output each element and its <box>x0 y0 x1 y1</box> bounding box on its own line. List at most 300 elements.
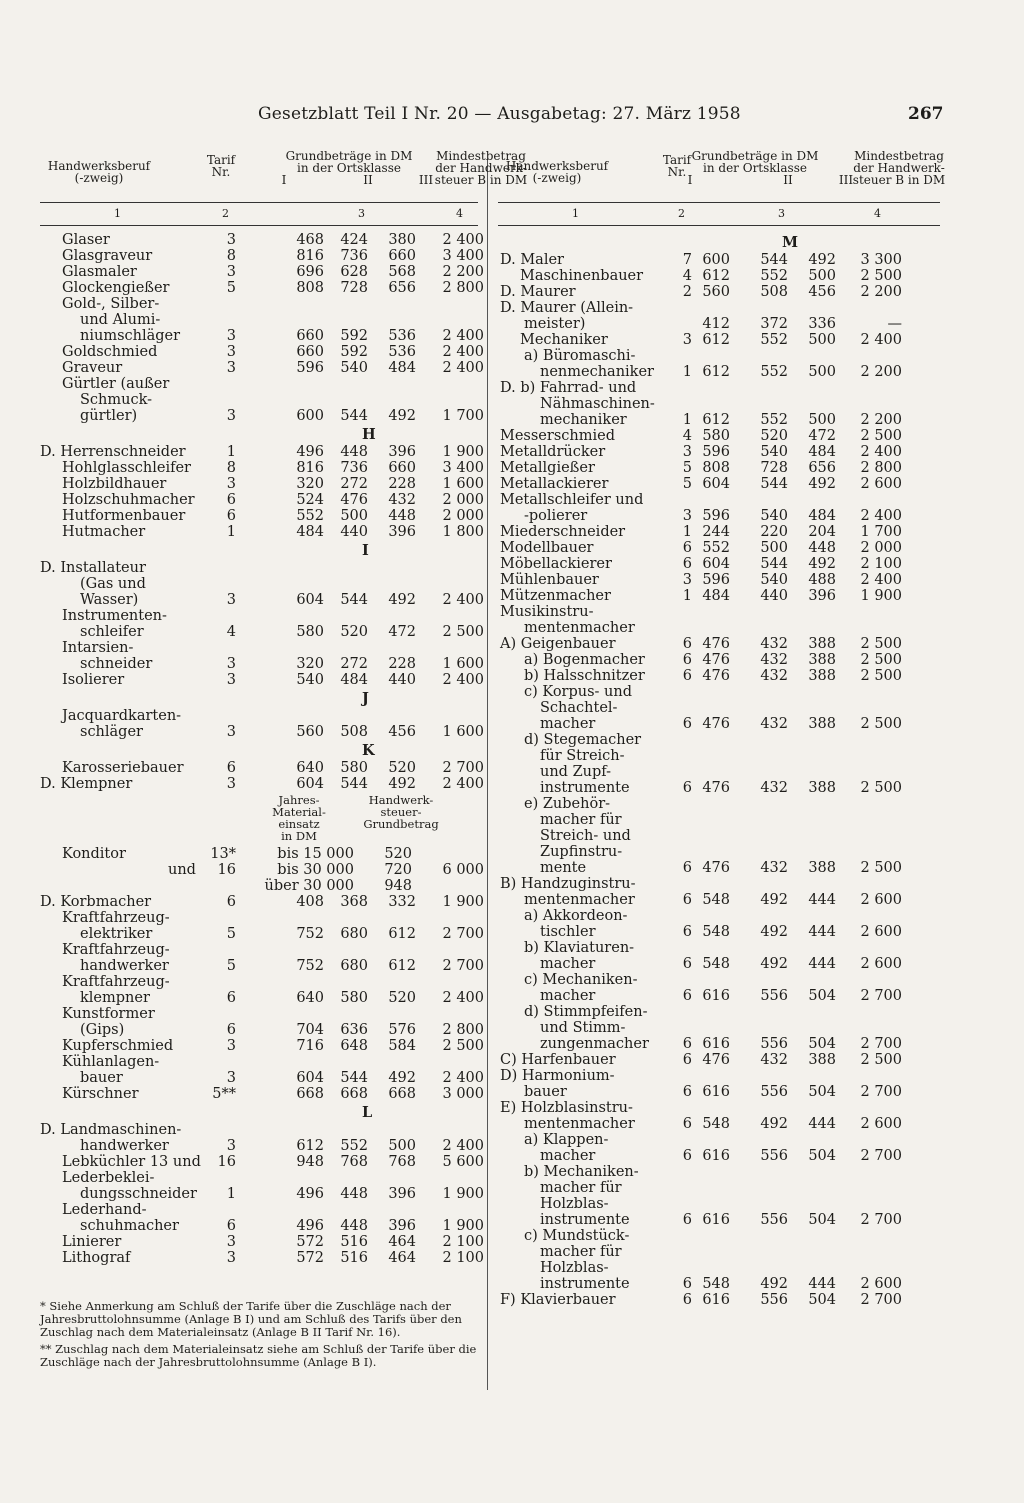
trade-name: A) Geigenbauer <box>500 636 616 652</box>
trade-name: Kraftfahrzeug- <box>62 910 170 926</box>
table-row <box>498 604 940 620</box>
trade-name: mentenmacher <box>524 620 635 636</box>
trade-name: F) Klavierbauer <box>500 1292 616 1308</box>
amount-class-1: 476 <box>702 652 730 668</box>
trade-name: Kraftfahrzeug- <box>62 974 170 990</box>
tarif-number: 6 <box>226 508 236 524</box>
minimum-tax: 2 200 <box>860 412 902 428</box>
trade-name: Messerschmied <box>500 428 615 444</box>
amount-class-2: 432 <box>760 668 788 684</box>
amount-class-3: 336 <box>808 316 836 332</box>
table-row <box>498 460 940 476</box>
table-row <box>40 910 478 926</box>
amount-class-3: 576 <box>388 1022 416 1038</box>
tarif-number: 3 <box>682 332 692 348</box>
minimum-tax: 2 400 <box>860 332 902 348</box>
minimum-tax: 2 000 <box>860 540 902 556</box>
table-row <box>40 958 484 974</box>
table-row <box>40 776 484 792</box>
amount-class-3: 388 <box>808 636 836 652</box>
amount-class-2: 728 <box>760 460 788 476</box>
amount-class-2: 520 <box>760 428 788 444</box>
amount-class-3: 500 <box>808 332 836 348</box>
table-row <box>40 1250 484 1266</box>
trade-name: schleifer <box>80 624 144 640</box>
minimum-tax: 2 500 <box>860 652 902 668</box>
amount-class-1: 668 <box>296 1086 324 1102</box>
table-row <box>498 1148 940 1164</box>
subheader <box>40 792 478 846</box>
section-letter <box>40 740 478 760</box>
tarif-number: 6 <box>226 894 236 910</box>
amount-class-2: 592 <box>340 344 368 360</box>
minimum-tax: 2 500 <box>860 668 902 684</box>
header-cell: Grundbeträge in DM in der Ortsklasse <box>285 149 413 175</box>
trade-name: zungenmacher <box>540 1036 649 1052</box>
column-number: 2 <box>222 207 229 220</box>
amount-class-2: 440 <box>760 588 788 604</box>
table-row <box>498 956 940 972</box>
amount-class-1: 572 <box>296 1234 324 1250</box>
trade-name: meister) <box>524 316 586 332</box>
amount-class-3: 520 <box>388 760 416 776</box>
trade-name: b) Klaviaturen- <box>524 940 635 956</box>
table-row <box>498 364 940 380</box>
trade-name: Glasgraveur <box>62 248 153 264</box>
trade-name: Modellbauer <box>500 540 594 556</box>
amount-class-1: 612 <box>702 268 730 284</box>
amount-class-1: 560 <box>702 284 730 300</box>
footnote: * Siehe Anmerkung am Schluß der Tarife über die Zuschläge nach der Jahresbruttolohnsumme (Anlage B I) und am Schluß des Tarifs über den Zuschlag nach dem Materialeinsatz (Anlage B II Tarif Nr. 16). <box>40 1299 462 1339</box>
amount-class-2: 544 <box>340 592 368 608</box>
amount-class-1: 484 <box>702 588 730 604</box>
minimum-tax: 2 700 <box>860 1084 902 1100</box>
trade-name: mechaniker <box>540 412 627 428</box>
tarif-number: 2 <box>682 284 692 300</box>
tarif-number: 3 <box>226 1070 236 1086</box>
table-row <box>40 942 478 958</box>
minimum-tax: 2 700 <box>860 1212 902 1228</box>
table-row <box>498 1020 940 1036</box>
amount-class-3: 500 <box>808 364 836 380</box>
table-row <box>498 668 940 684</box>
section-letter-text: M <box>782 234 799 251</box>
amount-class-3: 444 <box>808 1276 836 1292</box>
tarif-number: 1 <box>682 524 692 540</box>
tarif-number: 5 <box>226 926 236 942</box>
trade-name: und <box>168 862 196 878</box>
section-letter <box>40 424 478 444</box>
minimum-tax: 3 000 <box>442 1086 484 1102</box>
minimum-tax: 2 600 <box>860 1116 902 1132</box>
minimum-tax: 2 400 <box>442 776 484 792</box>
amount-class-1: 660 <box>296 328 324 344</box>
tarif-number: 6 <box>226 990 236 1006</box>
tarif-number: 6 <box>682 892 692 908</box>
amount-class-1: 808 <box>702 460 730 476</box>
amount-class-1: 496 <box>296 1218 324 1234</box>
minimum-tax: 2 400 <box>442 990 484 1006</box>
table-row <box>498 1132 940 1148</box>
amount-class-2: 580 <box>340 760 368 776</box>
table-row <box>498 892 940 908</box>
amount-class-3: 388 <box>808 668 836 684</box>
amount-class-3: 584 <box>388 1038 416 1054</box>
table-row <box>498 1196 940 1212</box>
table-row <box>498 316 940 332</box>
table-row <box>498 732 940 748</box>
amount-class-3: 488 <box>808 572 836 588</box>
table-row <box>498 1116 940 1132</box>
tarif-number: 3 <box>226 328 236 344</box>
trade-name: c) Mechaniken- <box>524 972 638 988</box>
table-row <box>40 408 484 424</box>
amount-class-3: 396 <box>388 1218 416 1234</box>
table-row <box>498 396 940 412</box>
table-row <box>40 990 484 1006</box>
minimum-tax: 2 600 <box>860 924 902 940</box>
tarif-number: 3 <box>226 408 236 424</box>
tarif-number: 6 <box>682 1148 692 1164</box>
table-row <box>40 1006 478 1022</box>
table-row <box>40 724 484 740</box>
table-row <box>498 348 940 364</box>
amount-class-2: 432 <box>760 652 788 668</box>
column-number: 3 <box>778 207 785 220</box>
amount-class-2: 492 <box>760 956 788 972</box>
amount-class-2: 736 <box>340 460 368 476</box>
table-row <box>498 1164 940 1180</box>
amount-class-1: 548 <box>702 924 730 940</box>
amount-class-1: 596 <box>296 360 324 376</box>
minimum-tax: 2 400 <box>442 328 484 344</box>
amount-class-2: 516 <box>340 1234 368 1250</box>
amount-class-3: 396 <box>808 588 836 604</box>
table-row <box>498 476 940 492</box>
amount-class-2: 448 <box>340 444 368 460</box>
header-cell: I <box>687 173 693 187</box>
tarif-number: 6 <box>682 1116 692 1132</box>
table-row <box>40 1218 484 1234</box>
trade-name: D. Klempner <box>40 776 133 792</box>
amount-class-2: 500 <box>340 508 368 524</box>
amount-class-3: 388 <box>808 1052 836 1068</box>
section-letter-text: H <box>362 426 376 443</box>
amount-class-3: 492 <box>808 252 836 268</box>
trade-name: D. b) Fahrrad- und <box>500 380 637 396</box>
footnote: ** Zuschlag nach dem Materialeinsatz siehe am Schluß der Tarife über die Zuschläge nach der Jahresbruttolohnsumme (Anlage B I). <box>40 1342 477 1369</box>
table-row <box>498 764 940 780</box>
tarif-number: 3 <box>226 656 236 672</box>
tarif-number: 6 <box>682 1276 692 1292</box>
table-row <box>498 1084 940 1100</box>
table-row <box>498 380 940 396</box>
amount-class-2: 556 <box>760 1084 788 1100</box>
amount-class-1: 816 <box>296 248 324 264</box>
amount-class-1: 640 <box>296 760 324 776</box>
table-row <box>40 476 484 492</box>
minimum-tax: 2 700 <box>860 1292 902 1308</box>
tarif-number: 5 <box>682 476 692 492</box>
amount-class-3: 504 <box>808 1148 836 1164</box>
grundbetrag: 948 <box>384 878 412 894</box>
trade-name: Intarsien- <box>62 640 134 656</box>
amount-class-1: 596 <box>702 508 730 524</box>
amount-class-2: 540 <box>760 508 788 524</box>
tarif-number: 6 <box>682 1084 692 1100</box>
amount-class-1: 752 <box>296 958 324 974</box>
table-row <box>40 1122 478 1138</box>
table-row <box>40 328 484 344</box>
table-header <box>498 149 946 202</box>
amount-class-1: 320 <box>296 656 324 672</box>
section-letter <box>40 688 478 708</box>
tarif-number: 3 <box>226 592 236 608</box>
amount-class-3: 448 <box>388 508 416 524</box>
tarif-number: 4 <box>682 268 692 284</box>
amount-class-1: 476 <box>702 668 730 684</box>
amount-class-1: 476 <box>702 780 730 796</box>
amount-class-3: 504 <box>808 1084 836 1100</box>
minimum-tax: 3 400 <box>442 248 484 264</box>
tarif-number: 1 <box>226 1186 236 1202</box>
amount-class-1: 604 <box>702 476 730 492</box>
table-row <box>40 656 484 672</box>
amount-class-2: 648 <box>340 1038 368 1054</box>
header-cell: Mindestbetrag der Handwerk- steuer B in DM <box>852 149 946 187</box>
amount-class-2: 736 <box>340 248 368 264</box>
amount-class-3: 444 <box>808 1116 836 1132</box>
table-row <box>40 360 484 376</box>
trade-name: c) Mundstück- <box>524 1228 630 1244</box>
subheader-material: Jahres- Material- einsatz in DM <box>272 793 326 843</box>
trade-name: handwerker <box>80 958 169 974</box>
tarif-number: 5 <box>226 958 236 974</box>
amount-class-1: 716 <box>296 1038 324 1054</box>
table-row <box>498 1212 940 1228</box>
trade-name: gürtler) <box>80 408 138 424</box>
amount-class-3: 612 <box>388 958 416 974</box>
table-row <box>498 684 940 700</box>
trade-name: D. Installateur <box>40 560 146 576</box>
trade-name: mente <box>540 860 587 876</box>
trade-name: instrumente <box>540 1276 630 1292</box>
minimum-tax: 1 600 <box>442 476 484 492</box>
trade-name: Glockengießer <box>62 280 170 296</box>
trade-name: bauer <box>524 1084 567 1100</box>
amount-class-3: 456 <box>808 284 836 300</box>
header-numbers <box>40 202 478 226</box>
trade-name: und Stimm- <box>540 1020 626 1036</box>
tarif-number: 4 <box>226 624 236 640</box>
column-number: 4 <box>456 207 463 220</box>
amount-class-3: 228 <box>388 476 416 492</box>
minimum-tax: 2 600 <box>860 476 902 492</box>
amount-class-2: 768 <box>340 1154 368 1170</box>
amount-class-2: 372 <box>760 316 788 332</box>
table-row <box>498 748 940 764</box>
table-row <box>498 1292 940 1308</box>
minimum-tax: 1 800 <box>442 524 484 540</box>
section-letter-text: I <box>362 542 369 559</box>
tarif-number: 3 <box>226 1250 236 1266</box>
amount-class-2: 552 <box>760 364 788 380</box>
amount-class-3: 456 <box>388 724 416 740</box>
tarif-number: 1 <box>682 412 692 428</box>
trade-name: Konditor <box>62 846 126 862</box>
section-letter-text: J <box>362 690 369 707</box>
trade-name: D. Maurer <box>500 284 576 300</box>
trade-name: mentenmacher <box>524 1116 635 1132</box>
amount-class-1: 604 <box>702 556 730 572</box>
table-row <box>498 636 940 652</box>
table-row <box>40 846 478 862</box>
trade-name: (Gips) <box>80 1022 125 1038</box>
trade-name: dungsschneider <box>80 1186 197 1202</box>
trade-name: nenmechaniker <box>540 364 654 380</box>
minimum-tax: 2 400 <box>442 232 484 248</box>
minimum-tax: 2 500 <box>860 860 902 876</box>
trade-name: b) Mechaniken- <box>524 1164 639 1180</box>
trade-name: d) Stimmpfeifen- <box>524 1004 648 1020</box>
minimum-tax: 2 400 <box>442 360 484 376</box>
tarif-number: 1 <box>226 444 236 460</box>
tarif-number: 6 <box>226 1022 236 1038</box>
column-number: 3 <box>358 207 365 220</box>
minimum-tax: 2 700 <box>442 926 484 942</box>
trade-name: klempner <box>80 990 150 1006</box>
trade-name: Wasser) <box>80 592 139 608</box>
table-row <box>40 1154 484 1170</box>
minimum-tax: 1 600 <box>442 724 484 740</box>
amount-class-1: 640 <box>296 990 324 1006</box>
table-row <box>498 428 940 444</box>
table-row <box>498 332 940 348</box>
trade-name: instrumente <box>540 780 630 796</box>
trade-name: Hutmacher <box>62 524 146 540</box>
tarif-number: 6 <box>682 636 692 652</box>
amount-class-2: 544 <box>760 252 788 268</box>
minimum-tax: 2 700 <box>442 958 484 974</box>
table-row <box>498 972 940 988</box>
trade-name: macher <box>540 988 596 1004</box>
table-row <box>40 1054 478 1070</box>
amount-class-1: 560 <box>296 724 324 740</box>
trade-name: E) Holzblasinstru- <box>500 1100 633 1116</box>
header-cell: Tarif Nr. <box>206 153 236 179</box>
table-row <box>498 812 940 828</box>
table-row <box>40 640 478 656</box>
tarif-number: 4 <box>682 428 692 444</box>
table-row <box>40 1170 478 1186</box>
table-row <box>40 248 484 264</box>
trade-name: D. Landmaschinen- <box>40 1122 182 1138</box>
amount-class-2: 544 <box>760 476 788 492</box>
amount-class-1: 752 <box>296 926 324 942</box>
table-row <box>40 608 478 624</box>
table-row <box>498 588 940 604</box>
amount-class-3: 536 <box>388 344 416 360</box>
minimum-tax: 1 900 <box>442 1218 484 1234</box>
table-row <box>498 508 940 524</box>
amount-class-3: 656 <box>388 280 416 296</box>
table-row <box>40 280 484 296</box>
trade-name: Hutformenbauer <box>62 508 186 524</box>
amount-class-3: 492 <box>388 1070 416 1086</box>
amount-class-2: 476 <box>340 492 368 508</box>
table-row <box>40 524 484 540</box>
trade-name: Nähmaschinen- <box>540 396 655 412</box>
table-row <box>498 844 940 860</box>
tarif-number: 3 <box>226 360 236 376</box>
tarif-number: 3 <box>226 1038 236 1054</box>
amount-class-3: 668 <box>388 1086 416 1102</box>
tarif-number: 6 <box>682 652 692 668</box>
section-letter-text: K <box>362 742 375 759</box>
minimum-tax: 2 500 <box>860 780 902 796</box>
amount-class-1: 660 <box>296 344 324 360</box>
trade-name: und Zupf- <box>540 764 612 780</box>
amount-class-2: 500 <box>760 540 788 556</box>
amount-class-1: 476 <box>702 860 730 876</box>
minimum-tax: 1 700 <box>442 408 484 424</box>
table-row <box>498 524 940 540</box>
header-title: Gesetzblatt Teil I Nr. 20 — Ausgabetag: 27. März 1958 <box>258 104 741 124</box>
amount-class-3: 396 <box>388 1186 416 1202</box>
trade-name: macher <box>540 1148 596 1164</box>
table-row <box>498 700 940 716</box>
table-row <box>498 540 940 556</box>
amount-class-2: 636 <box>340 1022 368 1038</box>
trade-name: Isolierer <box>62 672 125 688</box>
minimum-tax: 2 600 <box>860 956 902 972</box>
amount-class-1: 320 <box>296 476 324 492</box>
section-letter-text: L <box>362 1104 373 1121</box>
trade-name: niumschläger <box>80 328 181 344</box>
table-row <box>40 1186 484 1202</box>
trade-name: Kupferschmied <box>62 1038 174 1054</box>
minimum-tax: 2 400 <box>860 572 902 588</box>
trade-name: schläger <box>80 724 143 740</box>
amount-class-1: 604 <box>296 1070 324 1086</box>
tarif-number: 3 <box>226 776 236 792</box>
column-divider <box>487 160 488 1390</box>
table-row <box>498 780 940 796</box>
amount-class-3: 464 <box>388 1234 416 1250</box>
minimum-tax: 2 800 <box>442 1022 484 1038</box>
table-row <box>498 492 940 508</box>
minimum-tax: 2 100 <box>860 556 902 572</box>
amount-class-2: 628 <box>340 264 368 280</box>
minimum-tax: 2 500 <box>860 428 902 444</box>
grundbetrag: 520 <box>384 846 412 862</box>
trade-name: Instrumenten- <box>62 608 167 624</box>
trade-name: Holzschuhmacher <box>62 492 195 508</box>
trade-name: schneider <box>80 656 153 672</box>
trade-name: Metallschleifer und <box>500 492 644 508</box>
minimum-tax: 2 500 <box>442 1038 484 1054</box>
amount-class-2: 520 <box>340 624 368 640</box>
trade-name: c) Korpus- und <box>524 684 633 700</box>
tarif-number: 5** <box>212 1086 236 1102</box>
amount-class-2: 448 <box>340 1218 368 1234</box>
section-letter <box>498 232 940 252</box>
table-row <box>498 1244 940 1260</box>
left-column <box>40 149 528 1266</box>
table-row <box>498 876 940 892</box>
minimum-tax: 2 400 <box>442 1138 484 1154</box>
amount-class-2: 432 <box>760 780 788 796</box>
